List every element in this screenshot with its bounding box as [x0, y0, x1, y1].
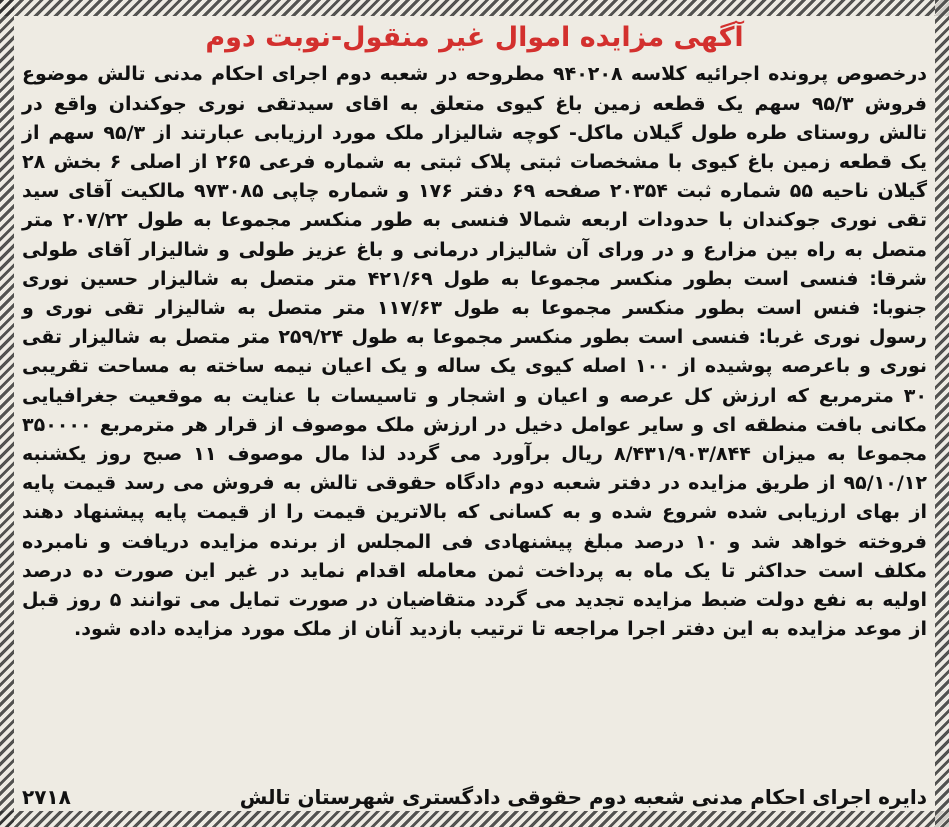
- decorative-border-right: [935, 0, 949, 827]
- decorative-border-bottom: [0, 811, 949, 827]
- decorative-border-left: [0, 0, 14, 827]
- notice-content: [22, 18, 927, 809]
- notice-code: ۲۷۱۸: [22, 785, 71, 809]
- issuer-name: دایره اجرای احکام مدنی شعبه دوم حقوقی دادگستری شهرستان تالش: [239, 785, 927, 809]
- notice-footer: [22, 785, 927, 809]
- notice-body: درخصوص پرونده اجرائیه کلاسه ۹۴۰۲۰۸ مطروحه در شعبه دوم اجرای احکام مدنی تالش موضوع فروش ۹۵/۳ سهم یک قطعه زمین باغ کیوی متعلق به اقای سیدتقی نوری جوکندان واقع در تالش روستای طره طول گیلان ماکل- کوچه شالیزار ملک مورد ارزیابی عبارتند از ۹۵/۳ سهم از یک قطعه زمین باغ کیوی با مشخصات ثبتی پلاک ثبتی به شماره فرعی ۲۶۵ از اصلی ۶ بخش ۲۸ گیلان ناحیه ۵۵ شماره ثبت ۲۰۳۵۴ صفحه ۶۹ دفتر ۱۷۶ و شماره چاپی ۹۷۳۰۸۵ مالکیت آقای سید تقی نوری جوکندان با حدودات اربعه شمالا فنسی به طور منکسر مجموعا به طول ۲۰۷/۲۲ متر متصل به راه بین مزارع و در ورای آن شالیزار درمانی و باغ عزیز طولی و شالیزار آقای طولی شرقا: فنسی است بطور منکسر مجموعا به طول ۴۲۱/۶۹ متر متصل به شالیزار حسین نوری جنوبا: فنس است بطور منکسر مجموعا به طول ۱۱۷/۶۳ متر متصل به شالیزار تقی نوری و رسول نوری غربا: فنسی است بطور منکسر مجموعا به طول ۲۵۹/۲۴ متر متصل به شالیزار تقی نوری و باعرصه پوشیده از ۱۰۰ اصله کیوی یک ساله و یک اعیان نیمه ساخته به مساحت تقریبی ۳۰ مترمربع که ارزش کل عرصه و اعیان و اشجار و تاسیسات با عنایت به موقعیت جغرافیایی مکانی بافت منطقه ای و سایر عوامل دخیل در ارزش ملک موصوف از قرار هر مترمربع ۳۵۰۰۰۰ مجموعا به میزان ۸/۴۳۱/۹۰۳/۸۴۴ ریال برآورد می گردد لذا مال موصوف ۱۱ صبح روز یکشنبه ۹۵/۱۰/۱۲ از طریق مزایده در دفتر شعبه دوم دادگاه حقوقی تالش به فروش می رسد قیمت پایه از بهای ارزیابی شده شروع شده و به کسانی که بالاترین قیمت را از قیمت پایه پیشنهاد دهند فروخته خواهد شد و ۱۰ درصد مبلغ پیشنهادی فی المجلس از برنده مزایده دریافت و نامبرده مکلف است حداکثر تا یک ماه به پرداخت ثمن معامله اقدام نماید در غیر این صورت ده درصد اولیه به نفع دولت ضبط مزایده تجدید می گردد متقاضیان در صورت تمایل می توانند ۵ روز قبل از موعد مزایده به این دفتر اجرا مراجعه تا ترتیب بازدید آنان از ملک مورد مزایده داده شود.: [22, 63, 928, 641]
- decorative-border-top: [0, 0, 949, 16]
- notice-title: آگهی مزایده اموال غیر منقول-نوبت دوم: [205, 22, 744, 53]
